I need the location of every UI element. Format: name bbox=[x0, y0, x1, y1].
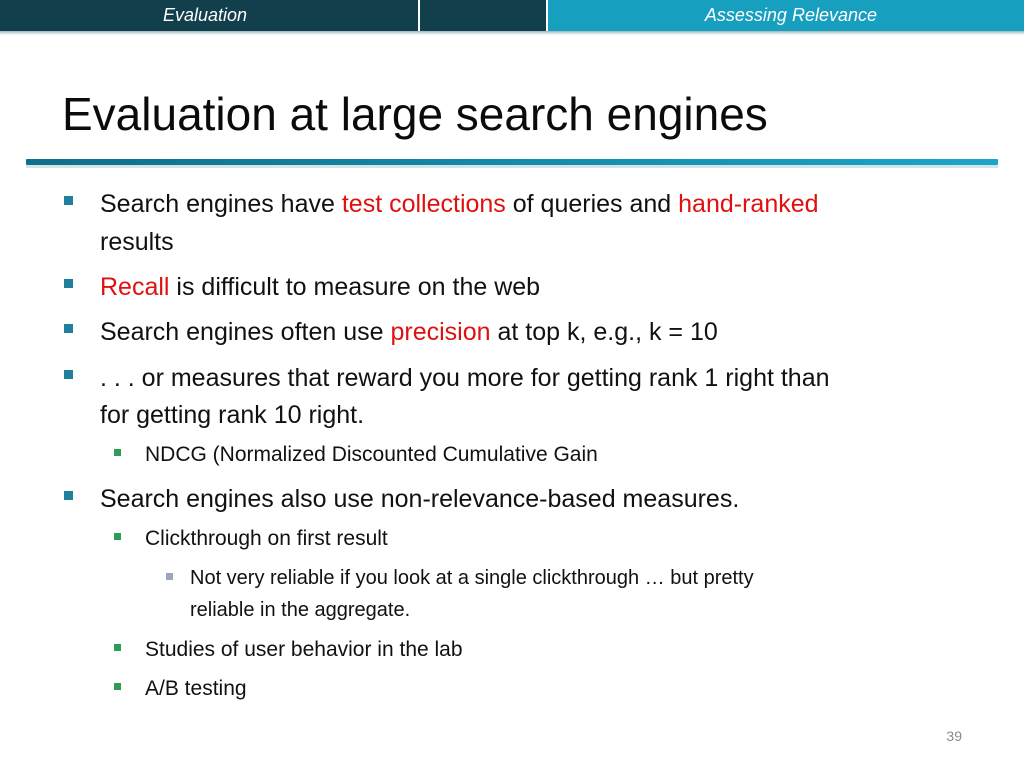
bullet-1-line-2: results bbox=[100, 228, 174, 256]
highlight-hand-ranked: hand-ranked bbox=[678, 190, 819, 218]
bullet-square-icon bbox=[64, 196, 73, 205]
sub-bullet-ab-testing: A/B testing bbox=[145, 677, 247, 700]
bullet-2-text-post: is difficult to measure on the web bbox=[169, 273, 541, 301]
slide-title: Evaluation at large search engines bbox=[62, 88, 768, 140]
sub-bullet-clickthrough: Clickthrough on first result bbox=[145, 527, 388, 550]
bullet-2 bbox=[100, 268, 540, 306]
sub-bullet-square-icon bbox=[114, 683, 121, 690]
bullet-square-icon bbox=[64, 370, 73, 379]
bullet-1-line-1 bbox=[100, 185, 819, 223]
bullet-1-text-pre: Search engines have bbox=[100, 190, 342, 218]
bullet-1-text-mid: of queries and bbox=[505, 190, 679, 218]
bullet-square-icon bbox=[64, 279, 73, 288]
sub-sub-bullet-reliability-line-1: Not very reliable if you look at a single clickthrough … but pretty bbox=[190, 567, 754, 589]
bullet-3-text-pre: Search engines often use bbox=[100, 318, 391, 346]
highlight-precision: precision bbox=[390, 318, 491, 346]
sub-bullet-square-icon bbox=[114, 449, 121, 456]
bullet-4-line-1: . . . or measures that reward you more for getting rank 1 right than bbox=[100, 364, 830, 392]
bullet-square-icon bbox=[64, 491, 73, 500]
sub-bullet-square-icon bbox=[114, 644, 121, 651]
sub-bullet-ndcg: NDCG (Normalized Discounted Cumulative Gain bbox=[145, 443, 598, 466]
sub-sub-bullet-square-icon bbox=[166, 573, 173, 580]
bullet-square-icon bbox=[64, 324, 73, 333]
highlight-recall: Recall bbox=[100, 273, 170, 301]
bullet-4-line-2: for getting rank 10 right. bbox=[100, 401, 365, 429]
header-section-label-right: Assessing Relevance bbox=[704, 5, 877, 25]
bullet-3 bbox=[100, 313, 718, 351]
sub-bullet-square-icon bbox=[114, 533, 121, 540]
sub-bullet-user-studies: Studies of user behavior in the lab bbox=[145, 638, 463, 661]
page-number: 39 bbox=[946, 728, 962, 744]
highlight-test-collections: test collections bbox=[341, 190, 506, 218]
header-section-label-left: Evaluation bbox=[163, 5, 248, 25]
bullet-3-text-post: at top k, e.g., k = 10 bbox=[490, 318, 718, 346]
bullet-5: Search engines also use non-relevance-based measures. bbox=[100, 485, 740, 513]
sub-sub-bullet-reliability-line-2: reliable in the aggregate. bbox=[190, 599, 411, 621]
